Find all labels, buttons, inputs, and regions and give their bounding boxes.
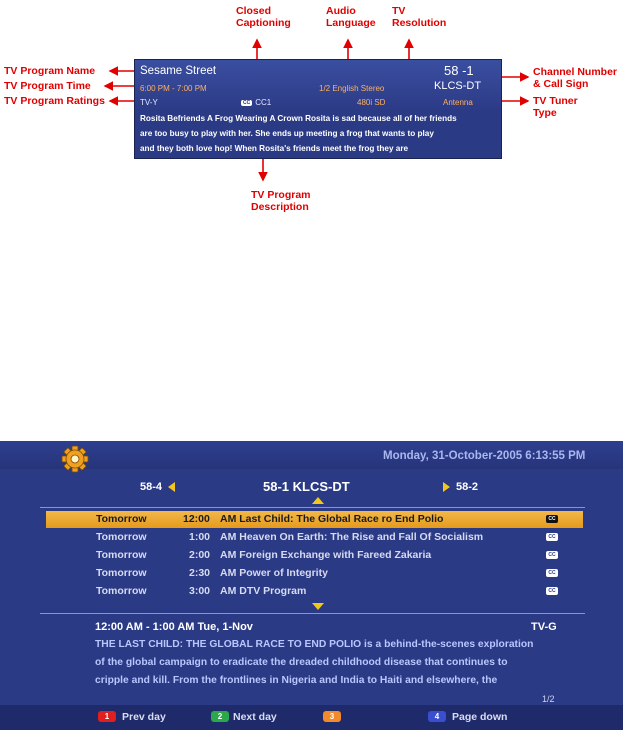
- row-day: Tomorrow: [96, 567, 147, 579]
- cc-value: CC1: [255, 98, 272, 107]
- row-day: Tomorrow: [96, 513, 147, 525]
- description-line: Rosita Befriends A Frog Wearing A Crown Rosita is sad because all of her friends: [140, 114, 457, 123]
- blue-key-button[interactable]: 4: [428, 711, 446, 722]
- schedule-row[interactable]: [46, 529, 583, 546]
- cc-icon: CC: [546, 515, 558, 523]
- detail-description-line: THE LAST CHILD: THE GLOBAL RACE TO END POLIO is a behind-the-scenes exploration: [95, 639, 534, 650]
- row-day: Tomorrow: [96, 531, 147, 543]
- red-key-button[interactable]: 1: [98, 711, 116, 722]
- cc-icon: CC: [546, 533, 558, 541]
- detail-description-line: cripple and kill. From the frontlines in Nigeria and India to Haiti and elsewhere, the: [95, 675, 498, 686]
- guide-footer: [0, 705, 623, 730]
- row-day: Tomorrow: [96, 549, 147, 561]
- program-name: Sesame Street: [140, 65, 217, 77]
- schedule-row[interactable]: [46, 565, 583, 582]
- call-sign: KLCS-DT: [434, 80, 482, 92]
- arrow-left-icon[interactable]: [168, 482, 176, 492]
- schedule-row-selected[interactable]: [46, 511, 583, 528]
- program-rating: TV-Y: [140, 98, 158, 107]
- next-day-label[interactable]: Next day: [233, 711, 277, 723]
- divider: [40, 507, 585, 508]
- row-title: AM Last Child: The Global Race ro End Polio: [220, 513, 444, 525]
- label-tv-program-time: TV Program Time: [4, 80, 91, 92]
- resolution: 480i SD: [357, 98, 386, 107]
- schedule-row[interactable]: [46, 547, 583, 564]
- label-tv-tuner-type: TV Tuner Type: [533, 95, 578, 119]
- program-info-banner: [134, 59, 502, 159]
- label-audio-language: Audio Language: [326, 5, 376, 29]
- detail-time: 12:00 AM - 1:00 AM Tue, 1-Nov: [95, 621, 253, 633]
- cc-icon: CC: [546, 587, 558, 595]
- row-day: Tomorrow: [96, 585, 147, 597]
- label-tv-program-description: TV Program Description: [251, 189, 311, 213]
- arrow-right-icon[interactable]: [443, 482, 451, 492]
- description-line: are too busy to play with her. She ends up meeting a frog that wants to play: [140, 129, 434, 138]
- arrow-up-icon[interactable]: [312, 497, 324, 504]
- gear-icon[interactable]: [58, 444, 92, 474]
- row-title: AM Power of Integrity: [220, 567, 328, 579]
- green-key-button[interactable]: 2: [211, 711, 229, 722]
- page-down-label[interactable]: Page down: [452, 711, 508, 723]
- schedule-row[interactable]: [46, 583, 583, 600]
- channel-number: 58 -1: [444, 63, 474, 78]
- closed-caption: [241, 98, 271, 107]
- label-tv-program-name: TV Program Name: [4, 65, 96, 77]
- row-title: AM Heaven On Earth: The Rise and Fall Of Socialism: [220, 531, 484, 543]
- label-tv-program-ratings: TV Program Ratings: [4, 95, 105, 107]
- cc-icon: CC: [243, 100, 251, 106]
- program-time: 6:00 PM - 7:00 PM: [140, 84, 207, 93]
- audio-language: 1/2 English Stereo: [319, 84, 385, 93]
- divider: [40, 613, 585, 614]
- current-datetime: Monday, 31-October-2005 6:13:55 PM: [383, 450, 586, 462]
- detail-description-line: of the global campaign to eradicate the dreaded childhood disease that continues to: [95, 657, 508, 668]
- arrow-down-icon[interactable]: [312, 603, 324, 610]
- cc-icon: CC: [546, 569, 558, 577]
- row-title: AM DTV Program: [220, 585, 307, 597]
- prev-channel[interactable]: 58-4: [140, 481, 163, 493]
- label-channel-number: Channel Number & Call Sign: [533, 66, 618, 90]
- label-closed-captioning: Closed Captioning: [236, 5, 291, 29]
- label-tv-resolution: TV Resolution: [392, 5, 447, 29]
- tuner-type: Antenna: [443, 98, 473, 107]
- row-time: 1:00: [189, 531, 211, 543]
- row-time: 3:00: [189, 585, 211, 597]
- prev-day-label[interactable]: Prev day: [122, 711, 166, 723]
- description-line: and they both love hop! When Rosita's friends meet the frog they are: [140, 144, 409, 153]
- row-title: AM Foreign Exchange with Fareed Zakaria: [220, 549, 432, 561]
- next-channel[interactable]: 58-2: [456, 481, 479, 493]
- row-time: 2:00: [189, 549, 211, 561]
- orange-key-button[interactable]: 3: [323, 711, 341, 722]
- cc-icon: CC: [546, 551, 558, 559]
- page-indicator: 1/2: [542, 694, 555, 704]
- row-time: 2:30: [189, 567, 211, 579]
- current-channel: 58-1 KLCS-DT: [263, 479, 350, 494]
- row-time: 12:00: [183, 513, 210, 525]
- program-guide-screen: [0, 441, 623, 730]
- detail-rating: TV-G: [531, 621, 557, 633]
